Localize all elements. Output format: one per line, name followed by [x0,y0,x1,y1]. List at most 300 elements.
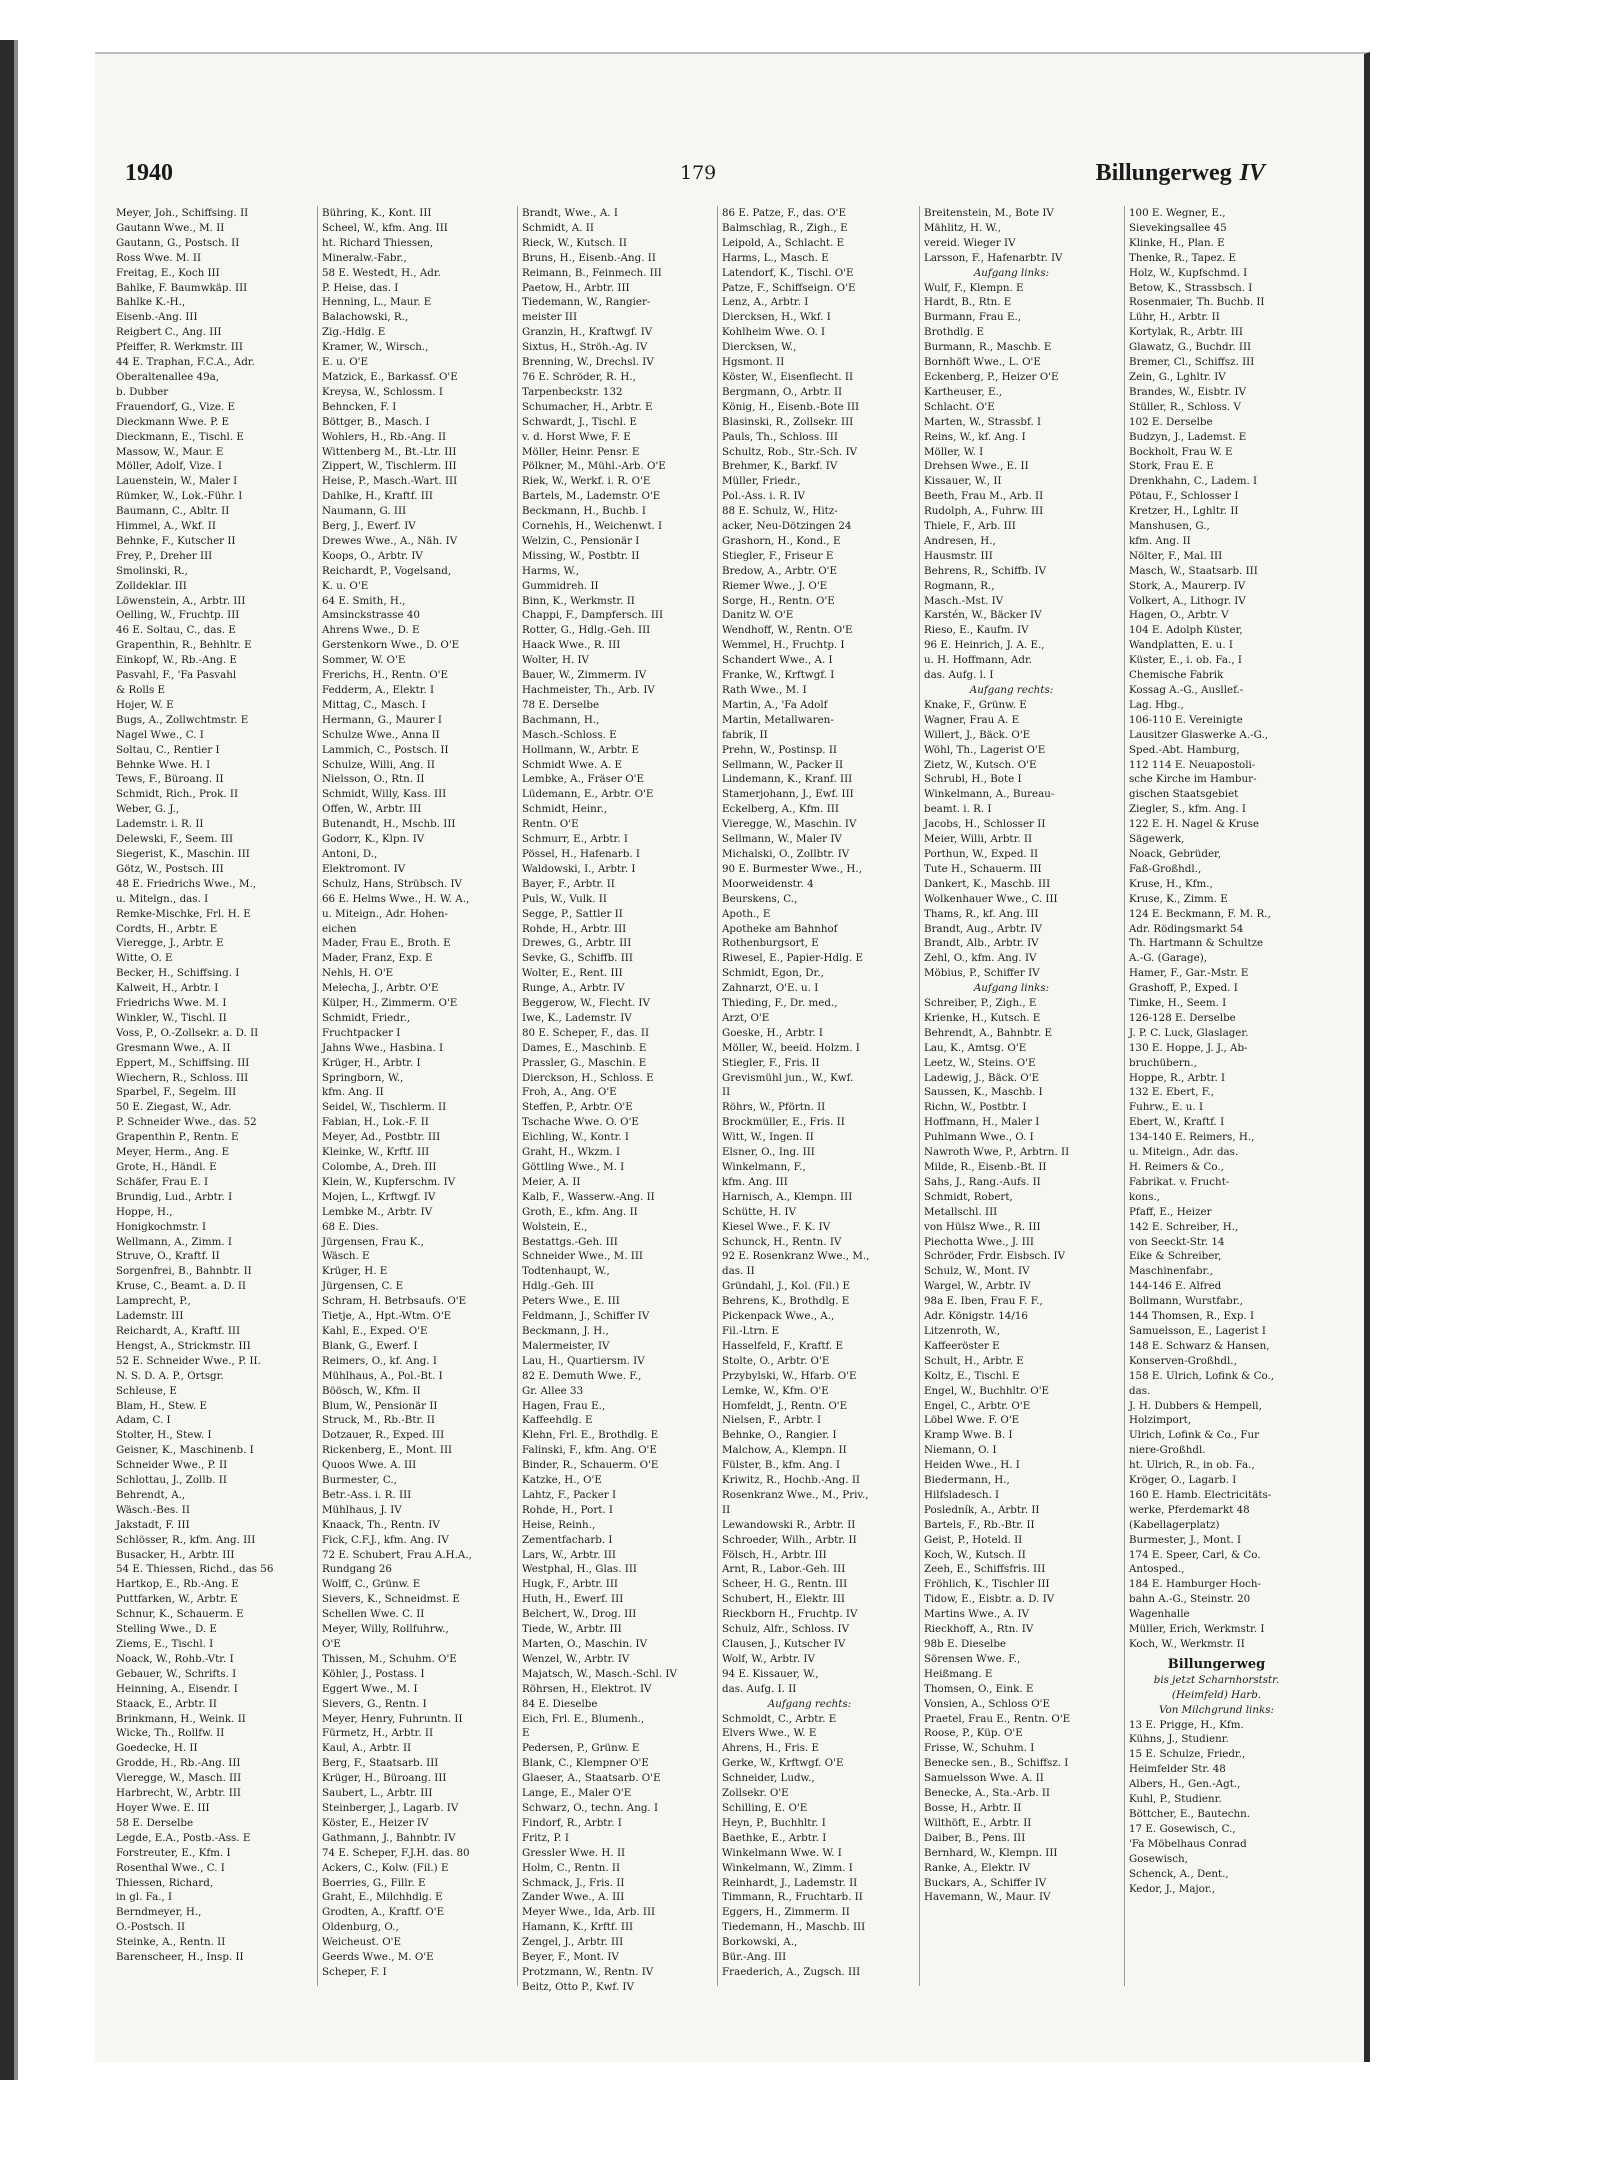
directory-entry: Krüger, H., Arbtr. I [322,1056,421,1069]
directory-entry: Thomsen, O., Eink. E [924,1682,1034,1695]
directory-entry: Tute H., Schauerm. III [924,862,1042,875]
directory-entry: u. Miteign., Adr. das. [1129,1146,1239,1159]
directory-entry: Becker, H., Schiffsing. I [116,967,240,980]
directory-entry: Geist, P., Hoteld. II [924,1533,1023,1546]
directory-entry: Mittag, C., Masch. I [322,698,426,711]
directory-entry: in gl. Fa., I [116,1891,173,1904]
directory-entry: Fabian, H., Lok.-F. II [322,1116,429,1129]
directory-entry: Sellmann, W., Maler IV [722,833,842,846]
directory-entry: Huth, H., Ewerf. III [522,1593,624,1606]
directory-entry: 58 E. Westedt, H., Adr. [322,266,441,279]
directory-entry: 44 E. Traphan, F.C.A., Adr. [116,356,255,369]
directory-entry: Wilthöft, E., Arbtr. II [924,1816,1032,1829]
directory-entry: Schrubl, H., Bote I [924,773,1022,786]
directory-entry: Meyer, Willy, Rollfuhrw., [322,1623,449,1636]
scan-edge [0,40,14,2080]
directory-entry: 106-110 E. Vereinigte [1129,713,1243,726]
directory-entry: Burmester, J., Mont. I [1129,1533,1242,1546]
directory-entry: 102 E. Derselbe [1129,415,1213,428]
directory-entry: Goedecke, H. II [116,1742,198,1755]
directory-entry: Behrens, K., Brothdlg. E [722,1295,850,1308]
directory-entry: II [722,1086,731,1099]
directory-entry: Chemische Fabrik [1129,669,1224,682]
directory-entry: 98b E. Dieselbe [924,1638,1007,1650]
directory-entry: Koltz, E., Tischl. E [924,1369,1020,1382]
directory-entry: kons., [1129,1190,1160,1203]
directory-entry: 78 E. Derselbe [522,698,600,711]
directory-entry: Heißmang. E [924,1667,993,1680]
directory-entry: Schilling, E. O'E [722,1801,808,1814]
directory-entry: 50 E. Ziegast, W., Adr. [116,1101,232,1114]
directory-entry: Konserven-Großhdl., [1129,1354,1237,1367]
directory-entry: Beeth, Frau M., Arb. II [924,490,1044,503]
directory-entry: Heiden Wwe., H. I [924,1459,1020,1472]
directory-entry: Lange, E., Maler O'E [522,1787,632,1800]
directory-entry: Hugk, F., Arbtr. III [522,1578,618,1591]
directory-entry: Oberaltenallee 49a, [116,370,220,383]
directory-entry: Gerstenkorn Wwe., D. O'E [322,639,460,652]
directory-entry: Wargel, W., Arbtr. IV [924,1280,1031,1293]
directory-entry: Stolte, O., Arbtr. O'E [722,1354,830,1367]
directory-entry: Böttger, B., Masch. I [322,415,430,428]
directory-entry: Burmann, Frau E., [924,311,1022,324]
directory-entry: Wendhoff, W., Rentn. O'E [722,624,853,637]
header-year: 1940 [125,160,173,186]
directory-entry: Melecha, J., Arbtr. O'E [322,982,439,995]
directory-entry: Stiegler, F., Friseur E [722,549,834,562]
directory-entry: Schmidt, Willy, Kass. III [322,788,447,801]
directory-entry: Schellen Wwe. C. II [322,1608,425,1621]
directory-entry: Amsinckstrasse 40 [322,609,420,622]
directory-entry: Bartels, M., Lademstr. O'E [522,490,661,503]
directory-entry: Springborn, W., [322,1071,404,1084]
directory-entry: Ladewig, J., Bäck. O'E [924,1071,1040,1084]
directory-entry: Biedermann, H., [924,1474,1010,1487]
directory-entry: Wiechern, R., Schloss. III [116,1071,249,1084]
directory-entry: Harnisch, A., Klempn. III [722,1190,853,1203]
directory-entry: Schunck, H., Rentn. IV [722,1235,842,1248]
directory-entry: Eisenb.-Ang. III [116,311,198,324]
directory-entry: Wagner, Frau A. E [924,713,1020,726]
directory-entry: Belchert, W., Drog. III [522,1608,637,1621]
directory-entry: Holz, W., Kupfschmd. I [1129,266,1248,279]
directory-entry: das. II [722,1265,755,1278]
directory-entry: Gr. Allee 33 [522,1384,584,1397]
directory-entry: Freitag, E., Koch III [116,266,220,279]
directory-entry: Daiber, B., Pens. III [924,1831,1026,1844]
directory-entry: Kortylak, R., Arbtr. III [1129,326,1243,339]
directory-entry: Bergmann, O., Arbtr. II [722,385,843,398]
directory-entry: 144 Thomsen, R., Exp. I [1129,1310,1255,1323]
directory-entry: Protzmann, W., Rentn. IV [522,1965,654,1978]
header-street-name: Billungerweg [1095,160,1232,186]
directory-entry: Matzick, E., Barkassf. O'E [322,370,458,383]
directory-entry: Tarpenbeckstr. 132 [522,385,623,398]
directory-entry: Stiegler, F., Fris. II [722,1056,820,1069]
directory-entry: Dieckmann Wwe. P. E [116,415,230,428]
directory-entry: Haack Wwe., R. III [522,639,621,652]
directory-entry: Bremer, Cl., Schiffsz. III [1129,356,1255,369]
directory-entry: Zein, G., Lghltr. IV [1129,370,1226,383]
directory-entry: 15 E. Schulze, Friedr., [1129,1748,1246,1761]
directory-entry: Waldowski, I., Arbtr. I [522,862,636,875]
directory-entry: Marten, W., Strassbf. I [924,415,1042,428]
directory-entry: Sievekingsallee 45 [1129,221,1227,234]
directory-entry: Kühns, J., Studienr. [1129,1733,1229,1746]
directory-entry: Schlösser, R., kfm. Ang. III [116,1533,256,1546]
directory-entry: Bockholt, Frau W. E [1129,445,1233,458]
directory-entry: Winkler, W., Tischl. II [116,1011,227,1024]
directory-entry: Hengst, A., Strickmstr. III [116,1339,251,1352]
directory-entry: Löbel Wwe. F. O'E [924,1414,1020,1427]
directory-entry: Schmoldt, C., Arbtr. E [722,1712,837,1725]
directory-entry: Göttling Wwe., M. I [522,1161,625,1173]
directory-entry: Rath Wwe., M. I [722,684,807,696]
directory-entry: Wenzel, W., Arbtr. IV [522,1652,630,1665]
directory-entry: Wolff, C., Grünw. E [322,1578,421,1591]
directory-entry: Nehls, H. O'E [322,967,394,980]
directory-entry: 54 E. Thiessen, Richd., das 56 [116,1563,274,1576]
directory-entry: Dahlke, H., Kraftf. III [322,490,433,503]
page-header [125,160,1265,196]
directory-entry: Reins, W., kf. Ang. I [924,430,1026,443]
directory-entry: Müller, Friedr., [722,475,801,488]
directory-entry: Gressler Wwe. H. II [522,1846,626,1859]
directory-entry: 100 E. Wegner, E., [1129,207,1226,219]
directory-entry: Grashorn, H., Kond., E [722,534,841,547]
directory-entry: Meyer, Henry, Fuhruntn. II [322,1712,463,1725]
directory-entry: H. Reimers & Co., [1129,1161,1224,1173]
directory-entry: Falinski, F., kfm. Ang. O'E [522,1444,657,1457]
directory-entry: Bredow, A., Arbtr. O'E [722,564,837,577]
directory-entry: Froh, A., Ang. O'E [522,1086,617,1099]
directory-entry: Holm, C., Rentn. II [522,1861,621,1874]
directory-entry: Siegerist, K., Maschin. III [116,847,250,860]
directory-entry: Gebauer, W., Schrifts. I [116,1667,237,1680]
directory-entry: Arnt, R., Labor.-Geh. III [722,1563,846,1576]
directory-entry: Grapenthin, R., Behhltr. E [116,639,252,652]
directory-entry: Möller, Adolf, Vize. I [116,460,222,473]
directory-entry: Grodten, A., Kraftf. O'E [322,1906,445,1919]
directory-entry: sche Kirche im Hambur- [1129,773,1257,786]
directory-entry: Bestattgs.-Geh. III [522,1235,618,1248]
directory-entry: Lammich, C., Postsch. II [322,743,449,756]
directory-entry: Berg, J., Ewerf. IV [322,520,416,533]
directory-entry: Brockmüller, E., Fris. II [722,1116,845,1129]
directory-entry: werke, Pferdemarkt 48 [1129,1503,1250,1516]
directory-entry: Binn, K., Werkmstr. II [522,594,635,607]
directory-entry: Martin, Metallwaren- [722,713,834,726]
directory-entry: Cordts, H., Arbtr. E [116,922,218,935]
directory-entry: Eichling, W., Kontr. I [522,1131,629,1144]
directory-entry: Behrendt, A., [116,1488,186,1501]
directory-entry: Sevke, G., Schiffb. III [522,952,633,965]
directory-entry: eichen [322,922,357,935]
directory-entry: Rieckborn H., Fruchtp. IV [722,1608,858,1621]
directory-entry: Sorgenfrei, B., Bahnbtr. II [116,1265,252,1278]
directory-entry: Behrens, R., Schiffb. IV [924,564,1047,577]
directory-entry: Hilfsladesch. I [924,1488,1000,1501]
directory-entry: Hasselfeld, F., Kraftf. E [722,1339,843,1352]
directory-entry: Winkelmann, F., [722,1161,806,1173]
directory-entry: Berg, F., Staatsarb. III [322,1757,439,1770]
directory-entry: Grodde, H., Rb.-Ang. III [116,1757,241,1770]
directory-entry: b. Dubber [116,385,169,398]
directory-entry: Saubert, L., Arbtr. III [322,1787,433,1800]
directory-entry: Schenck, A., Dent., [1129,1867,1229,1880]
directory-entry: 58 E. Derselbe [116,1816,194,1829]
directory-entry: Butenandt, H., Mschb. III [322,818,456,831]
directory-entry: Schleuse, E [116,1384,177,1397]
directory-entry: Winkelmann, A., Bureau- [924,788,1055,801]
directory-entry: Saussen, K., Maschb. I [924,1086,1043,1099]
directory-entry: Aufgang rechts: [767,1697,852,1710]
directory-entry: Pfeiffer, R. Werkmstr. III [116,341,243,354]
directory-entry: Röhrsen, H., Elektrot. IV [522,1682,652,1695]
directory-entry: Timmann, R., Fruchtarb. II [722,1891,863,1904]
directory-entry: Schumacher, H., Arbtr. E [522,400,653,413]
directory-entry: Riemer Wwe., J. O'E [722,579,828,592]
directory-entry: Schmidt, A. II [522,221,594,234]
directory-entry: Behnke, F., Kutscher II [116,534,236,547]
directory-entry: Oelling, W., Fruchtp. III [116,609,240,622]
directory-entry: das. Aufg. I. II [722,1682,797,1695]
directory-entry: Stork, A., Maurerp. IV [1129,579,1246,592]
directory-entry: Roose, P., Küp. O'E [924,1727,1023,1740]
directory-entry: Knake, F., Grünw. E [924,698,1027,711]
directory-entry: Lembke, A., Fräser O'E [522,773,644,786]
directory-entry: 158 E. Ulrich, Lofink & Co., [1129,1369,1275,1382]
directory-entry: Hachmeister, Th., Arb. IV [522,684,655,696]
directory-entry: Meyer Wwe., Ida, Arb. III [522,1906,656,1919]
directory-entry: Thenke, R., Tapez. E [1129,251,1237,264]
directory-entry: Antosped., [1129,1563,1185,1576]
directory-entry: Manshusen, G., [1129,520,1210,533]
directory-entry: Remke-Mischke, Frl. H. E [116,907,251,920]
directory-entry: Rümker, W., Lok.-Führ. I [116,490,243,503]
directory-entry: 144-146 E. Alfred [1129,1280,1222,1293]
directory-entry: Martin, A., 'Fa Adolf [722,698,828,711]
directory-entry: Feldmann, J., Schiffer IV [522,1310,650,1323]
directory-entry: 92 E. Rosenkranz Wwe., M., [722,1250,870,1263]
header-street [1096,160,1265,187]
directory-entry: Zehl, O., kfm. Ang. IV [924,952,1037,965]
directory-entry: P. Schneider Wwe., das. 52 [116,1116,257,1129]
directory-entry: Lahtz, F., Packer I [522,1488,617,1501]
directory-entry: Tietje, A., Hpt.-Wtm. O'E [322,1310,452,1323]
directory-entry: von Hülsz Wwe., R. III [924,1220,1041,1233]
directory-entry: Meyer, Ad., Postbtr. III [322,1131,441,1144]
directory-entry: Voss, P., O.-Zollsekr. a. D. II [116,1026,259,1039]
directory-entry: 66 E. Helms Wwe., H. W. A., [322,892,470,905]
directory-entry: Reinhardt, J., Lademstr. II [722,1876,858,1889]
directory-entry: Kohlheim Wwe. O. I [722,326,826,339]
directory-entry: Thieding, F., Dr. med., [722,997,838,1010]
directory-entry: Thiessen, Richard, [116,1876,214,1889]
directory-entry: Ackers, C., Kolw. (Fil.) E [322,1861,449,1874]
directory-entry: Meier, A. II [522,1175,581,1188]
directory-entry: Mählitz, H. W., [924,221,1001,234]
directory-entry: Katzke, H., O'E [522,1474,602,1487]
directory-entry: bahn A.-G., Steinstr. 20 [1129,1593,1251,1606]
directory-entry: Kreysa, W., Schlossm. I [322,385,443,398]
directory-entry: Thams, R., kf. Ang. III [924,907,1039,920]
directory-entry: Holzimport, [1129,1414,1192,1427]
directory-entry: Gründahl, J., Kol. (Fil.) E [722,1280,851,1293]
directory-entry: Fürmetz, H., Arbtr. II [322,1727,434,1740]
directory-entry: Elvers Wwe., W. E [722,1727,817,1740]
directory-entry: Zolldeklar. III [116,579,187,592]
directory-entry: Balachowski, R., [322,311,409,324]
directory-entry: Schmack, J., Fris. II [522,1876,625,1889]
directory-entry: Engel, W., Buchhltr. O'E [924,1384,1050,1397]
directory-entry: Offen, W., Arbtr. III [322,803,422,816]
directory-entry: E [522,1727,530,1740]
directory-entry: Kalb, F., Wasserw.-Ang. II [522,1190,655,1203]
directory-entry: J. P. C. Luck, Glaslager. [1129,1026,1249,1039]
directory-entry: Schulze, Willi, Ang. II [322,758,435,771]
directory-entry: Eppert, M., Schiffsing. III [116,1056,250,1069]
directory-entry: Kretzer, H., Lghltr. II [1129,505,1239,518]
directory-entry: Böösch, W., Kfm. II [322,1384,421,1397]
directory-entry: Frauendorf, G., Vize. E [116,400,236,413]
directory-entry: Knaack, Th., Rentn. IV [322,1518,440,1531]
directory-entry: Steinberger, J., Lagarb. IV [322,1801,459,1814]
directory-entry: Wagenhalle [1129,1608,1190,1621]
directory-entry: Welzin, C., Pensionär I [522,534,640,547]
directory-entry: Volkert, A., Lithogr. IV [1129,594,1246,607]
directory-entry: Smolinski, R., [116,564,188,577]
directory-entry: Pol.-Ass. i. R. IV [722,490,805,503]
directory-entry: 94 E. Kissauer, W., [722,1667,819,1680]
directory-entry: Groth, E., kfm. Ang. II [522,1205,638,1218]
directory-entry: O.-Postsch. II [116,1921,186,1934]
directory-entry: Nagel Wwe., C. I [116,728,204,741]
directory-entry: Puls, W., Vulk. II [522,892,607,905]
directory-entry: Kleinke, W., Krftf. III [322,1146,430,1159]
directory-entry: Wemmel, H., Fruchtp. I [722,639,845,652]
directory-entry: Billungerweg [1167,1656,1266,1672]
directory-entry: Reimann, B., Feinmech. III [522,266,662,279]
directory-entry: Lau, K., Amtsg. O'E [924,1041,1027,1054]
directory-entry: Sorge, H., Rentn. O'E [722,594,835,607]
directory-entry: Th. Hartmann & Schultze [1129,937,1264,950]
directory-entry: 86 E. Patze, F., das. O'E [722,207,846,219]
directory-entry: Chappi, F., Dampfersch. III [522,609,664,622]
directory-entry: Möller, W., beeid. Holzm. I [722,1041,860,1054]
directory-entry: Dames, E., Maschinb. E [522,1041,647,1054]
directory-entry: Drewes, G., Arbtr. III [522,937,632,950]
directory-entry: Mühlhaus, J. IV [322,1503,402,1516]
directory-entry: Lenz, A., Arbtr. I [722,296,809,309]
directory-entry: J. H. Dubbers & Hempell, [1129,1399,1262,1412]
directory-entry: Eich, Frl. E., Blumenh., [522,1712,645,1725]
directory-entry: Drehsen Wwe., E. II [924,460,1029,473]
directory-entry: Behncken, F. I [322,400,397,413]
header-district: IV [1239,160,1265,186]
directory-entry: Fabrikat. v. Frucht- [1129,1175,1230,1188]
directory-entry: Hagen, Frau E., [522,1399,606,1412]
directory-entry: Fuhrw., E. u. I [1129,1101,1204,1114]
directory-entry: Zig.-Hdlg. E [322,326,386,339]
directory-entry: König, H., Eisenb.-Bote III [722,400,860,413]
directory-entry: Von Milchgrund links: [1159,1703,1274,1716]
directory-entry: Peters Wwe., E. III [522,1295,620,1308]
directory-entry: Rundgang 26 [322,1563,392,1576]
directory-entry: Gosewisch, [1129,1852,1188,1865]
directory-entry: 98a E. Iben, Frau F. F., [924,1295,1043,1308]
directory-entry: Lars, W., Arbtr. III [522,1548,616,1561]
directory-entry: 174 E. Speer, Carl, & Co. [1129,1548,1261,1561]
directory-entry: Brenning, W., Drechsl. IV [522,356,654,369]
directory-entry: 184 E. Hamburger Hoch- [1129,1578,1261,1591]
directory-entry: Beckmann, H., Buchb. I [522,505,646,518]
directory-entry: Hermann, G., Maurer I [322,713,442,726]
directory-entry: Scheel, W., kfm. Ang. III [322,221,448,234]
directory-entry: Quoos Wwe. A. III [322,1459,417,1472]
directory-entry: 132 E. Ebert, F., [1129,1086,1214,1099]
directory-entry: Schulz, W., Mont. IV [924,1265,1030,1278]
directory-entry: Engel, C., Arbtr. O'E [924,1399,1031,1412]
directory-entry: 13 E. Prigge, H., Kfm. [1129,1718,1244,1731]
directory-entry: Wolstein, E., [522,1220,588,1233]
directory-entry: Sixtus, H., Ströh.-Ag. IV [522,341,648,354]
directory-entry: Soltau, C., Rentier I [116,743,220,756]
directory-entry: Paetow, H., Arbtr. III [522,281,630,294]
directory-entry: Pickenpack Wwe., A., [722,1310,835,1323]
directory-entry: Krienke, H., Kutsch. E [924,1011,1041,1024]
directory-entry: Pfaff, E., Heizer [1129,1205,1212,1218]
directory-columns [112,206,1340,1993]
directory-entry: Müller, Erich, Werkmstr. I [1129,1623,1265,1636]
directory-entry: Wolter, H. IV [522,654,589,667]
directory-entry: Koops, O., Arbtr. IV [322,549,423,562]
directory-entry: Rosenthal Wwe., C. I [116,1861,225,1874]
directory-entry: Oldenburg, O., [322,1921,399,1934]
directory-entry: Harms, L., Masch. E [722,251,829,264]
directory-entry: Rudolph, A., Fuhrw. III [924,505,1044,518]
directory-entry: Brandt, Aug., Arbtr. IV [924,922,1042,935]
directory-entry: Blasinski, R., Zollsekr. III [722,415,854,428]
directory-entry: Schmidt Wwe. A. E [522,758,623,771]
directory-entry: Schmidt, Egon, Dr., [722,967,824,980]
directory-entry: Möller, W. I [924,445,984,458]
directory-entry: 'Fa Möbelhaus Conrad [1129,1837,1247,1850]
directory-entry: niere-Großhdl. [1129,1444,1206,1457]
directory-entry: Clausen, J., Kutscher IV [722,1638,846,1650]
directory-entry: Busacker, H., Arbtr. III [116,1548,235,1561]
directory-entry: Dieckmann, E., Tischl. E [116,430,244,443]
directory-entry: Löwenstein, A., Arbtr. III [116,594,246,607]
directory-entry: Schneider, Ludw., [722,1772,815,1785]
directory-entry: Glaeser, A., Staatsarb. O'E [522,1772,661,1785]
directory-entry: Blam, H., Stew. E [116,1399,208,1412]
directory-entry: Fedderm, A., Elektr. I [322,684,435,696]
directory-entry: Reigbert C., Ang. III [116,326,222,339]
directory-entry: Masch, W., Staatsarb. III [1129,564,1258,577]
directory-entry: Burmann, R., Maschb. E [924,341,1052,354]
directory-entry: Kramp Wwe. B. I [924,1429,1013,1442]
directory-entry: Schubert, H., Elektr. III [722,1593,845,1606]
directory-entry: Grote, H., Händl. E [116,1161,217,1173]
directory-entry: Marten, O., Maschin. IV [522,1638,648,1650]
directory-entry: Zeeh, E., Schiffsfris. III [924,1563,1046,1576]
directory-entry: Drewes Wwe., A., Näh. IV [322,534,458,547]
directory-entry: Tiede, W., Arbtr. III [522,1623,622,1636]
directory-entry: Grapenthin P., Rentn. E [116,1131,239,1144]
directory-entry: Glawatz, G., Buchdr. III [1129,341,1252,354]
directory-entry: Zietz, W., Kutsch. O'E [924,758,1037,771]
